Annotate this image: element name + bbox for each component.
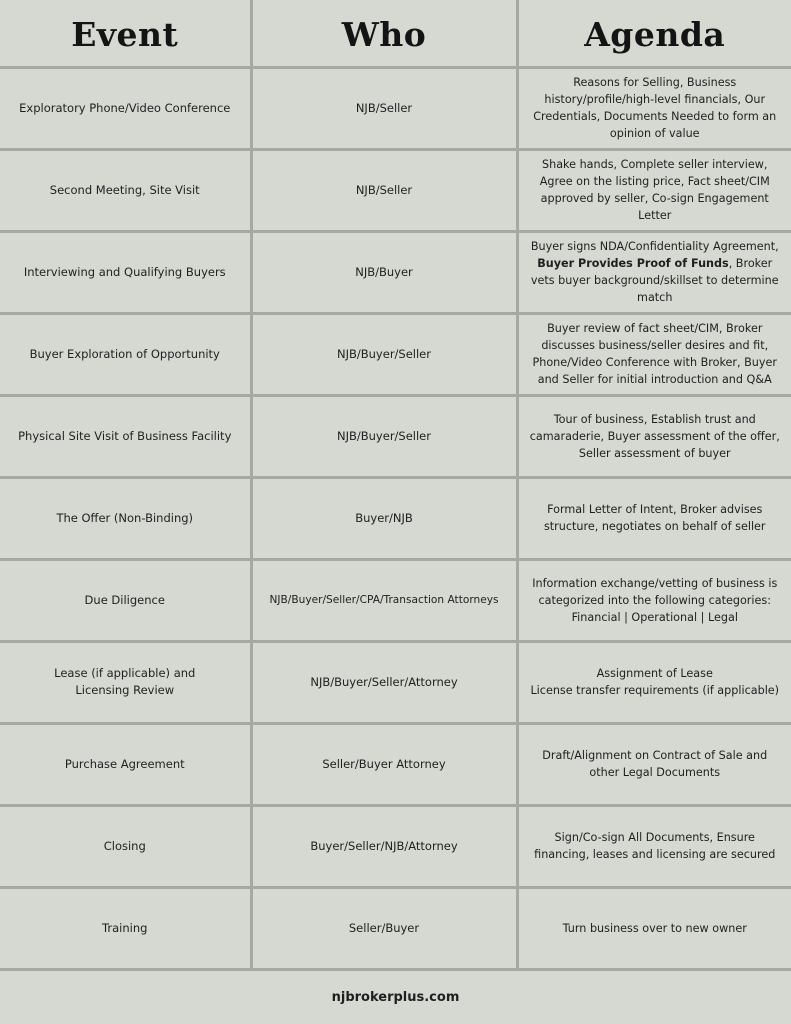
agenda-text: Buyer signs NDA/Confidentiality Agreement, bbox=[530, 240, 779, 253]
event-text: Licensing Review bbox=[75, 683, 175, 697]
agenda-cell: Sign/Co-sign All Documents, Ensure financing, leases and licensing are secured bbox=[517, 805, 791, 887]
table-row bbox=[0, 723, 791, 805]
table-row bbox=[0, 313, 791, 395]
proof-of-funds-emphasis: Buyer Provides Proof of Funds bbox=[537, 257, 729, 270]
table-row bbox=[0, 149, 791, 231]
table-row bbox=[0, 231, 791, 313]
table-row bbox=[0, 477, 791, 559]
agenda-text: , Broker vets buyer background/skillset to determine match bbox=[530, 257, 779, 304]
table-row bbox=[0, 887, 791, 969]
event-cell: Purchase Agreement bbox=[0, 723, 251, 805]
agenda-cell: Reasons for Selling, Business history/profile/high-level financials, Our Credentials, Documents Needed to form an opinion of value bbox=[517, 67, 791, 149]
table-row bbox=[0, 559, 791, 641]
event-cell bbox=[0, 641, 251, 723]
who-cell: NJB/Buyer/Seller bbox=[251, 395, 517, 477]
agenda-column-header: Agenda bbox=[517, 0, 791, 67]
agenda-cell: Shake hands, Complete seller interview, Agree on the listing price, Fact sheet/CIM approved by seller, Co-sign Engagement Letter bbox=[517, 149, 791, 231]
event-cell: Interviewing and Qualifying Buyers bbox=[0, 231, 251, 313]
table-row bbox=[0, 641, 791, 723]
event-cell: Second Meeting, Site Visit bbox=[0, 149, 251, 231]
agenda-cell bbox=[517, 559, 791, 641]
agenda-categories: Financial | Operational | Legal bbox=[571, 610, 738, 624]
table-row bbox=[0, 67, 791, 149]
event-column-header: Event bbox=[0, 0, 251, 67]
agenda-cell bbox=[517, 641, 791, 723]
agenda-cell bbox=[517, 231, 791, 313]
who-cell: Buyer/NJB bbox=[251, 477, 517, 559]
agenda-cell: Turn business over to new owner bbox=[517, 887, 791, 969]
table-row bbox=[0, 395, 791, 477]
event-cell: Due Diligence bbox=[0, 559, 251, 641]
who-cell: NJB/Seller bbox=[251, 149, 517, 231]
agenda-text: License transfer requirements (if applicable) bbox=[530, 684, 780, 697]
agenda-cell: Formal Letter of Intent, Broker advises structure, negotiates on behalf of seller bbox=[517, 477, 791, 559]
who-cell: Buyer/Seller/NJB/Attorney bbox=[251, 805, 517, 887]
event-cell: Physical Site Visit of Business Facility bbox=[0, 395, 251, 477]
table-row bbox=[0, 805, 791, 887]
event-text: Lease (if applicable) and bbox=[54, 666, 196, 680]
event-cell: Exploratory Phone/Video Conference bbox=[0, 67, 251, 149]
who-cell: NJB/Buyer bbox=[251, 231, 517, 313]
event-cell: Buyer Exploration of Opportunity bbox=[0, 313, 251, 395]
header-row bbox=[0, 0, 791, 67]
who-cell: NJB/Buyer/Seller/Attorney bbox=[251, 641, 517, 723]
agenda-cell: Buyer review of fact sheet/CIM, Broker discusses business/seller desires and fit, Phone/Video Conference with Broker, Buyer and Seller for initial introduction and Q&A bbox=[517, 313, 791, 395]
event-cell: Closing bbox=[0, 805, 251, 887]
agenda-text: Information exchange/vetting of business is categorized into the following categories: bbox=[532, 576, 778, 607]
who-column-header: Who bbox=[251, 0, 517, 67]
event-cell: Training bbox=[0, 887, 251, 969]
agenda-cell: Tour of business, Establish trust and camaraderie, Buyer assessment of the offer, Seller assessment of buyer bbox=[517, 395, 791, 477]
who-cell: Seller/Buyer Attorney bbox=[251, 723, 517, 805]
who-cell: NJB/Seller bbox=[251, 67, 517, 149]
agenda-text: Assignment of Lease bbox=[596, 667, 713, 680]
who-cell: NJB/Buyer/Seller/CPA/Transaction Attorneys bbox=[251, 559, 517, 641]
event-cell: The Offer (Non-Binding) bbox=[0, 477, 251, 559]
agenda-cell: Draft/Alignment on Contract of Sale and other Legal Documents bbox=[517, 723, 791, 805]
who-cell: Seller/Buyer bbox=[251, 887, 517, 969]
website-footer: njbrokerplus.com bbox=[331, 990, 460, 1005]
who-cell: NJB/Buyer/Seller bbox=[251, 313, 517, 395]
